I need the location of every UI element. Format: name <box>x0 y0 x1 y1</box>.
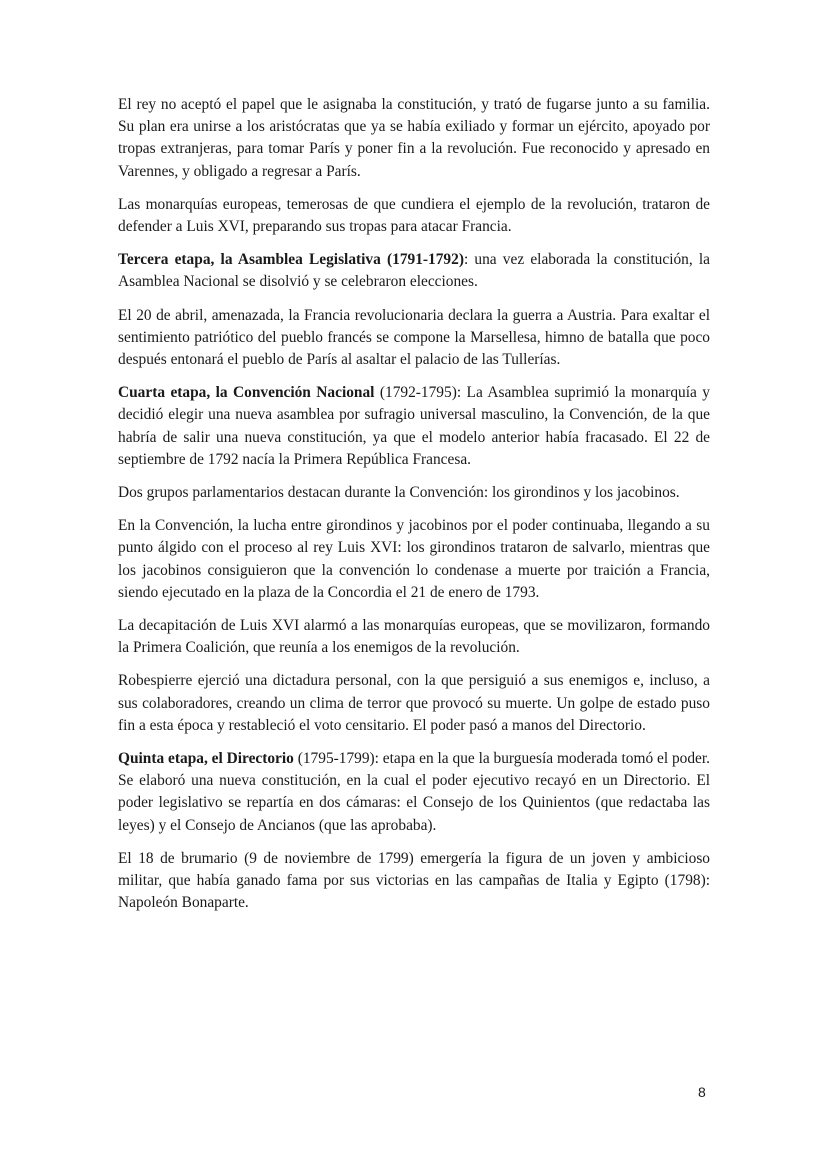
paragraph-varennes <box>118 94 710 183</box>
paragraph-text: En la Convención, la lucha entre girondinos y jacobinos por el poder continuaba, llegando a su punto álgido con el proceso al rey Luis XVI: los girondinos trataron de salvarlo, mientras que los jacobinos consiguieron que la convención lo condenase a muerte por traición a Francia, siendo ejecutado en la plaza de la Concordia el 21 de enero de 1793. <box>118 517 710 601</box>
paragraph-cuarta-etapa <box>118 382 710 471</box>
section-heading-cuarta-etapa: Cuarta etapa, la Convención Nacional <box>118 384 375 402</box>
paragraph-brumario <box>118 848 710 915</box>
paragraph-text: (1792-1795): La Asamblea suprimió la monarquía y decidió elegir una nueva asamblea por sufragio universal masculino, la Convención, de la que habría de salir una nueva constitución, ya que el modelo anterior había fracasado. El 22 de septiembre de 1792 nacía la Primera República Francesa. <box>118 384 710 468</box>
section-heading-tercera-etapa: Tercera etapa, la Asamblea Legislativa (1791-1792) <box>118 251 464 269</box>
paragraph-monarquias <box>118 194 710 238</box>
paragraph-lucha <box>118 515 710 604</box>
paragraph-text: La decapitación de Luis XVI alarmó a las monarquías europeas, que se movilizaron, formando la Primera Coalición, que reunía a los enemigos de la revolución. <box>118 617 710 657</box>
paragraph-quinta-etapa <box>118 748 710 837</box>
paragraph-robespierre <box>118 670 710 737</box>
paragraph-text: (1795-1799): etapa en la que la burguesía moderada tomó el poder. Se elaboró una nueva constitución, en la cual el poder ejecutivo recayó en un Directorio. El poder legislativo se repartía en dos cámaras: el Consejo de los Quinientos (que redactaba las leyes) y el Consejo de Ancianos (que las aprobaba). <box>118 750 711 834</box>
section-heading-quinta-etapa: Quinta etapa, el Directorio <box>118 750 294 768</box>
paragraph-text: : una vez elaborada la constitución, la Asamblea Nacional se disolvió y se celebraron elecciones. <box>118 251 710 291</box>
paragraph-text: Las monarquías europeas, temerosas de que cundiera el ejemplo de la revolución, trataron de defender a Luis XVI, preparando sus tropas para atacar Francia. <box>118 195 710 236</box>
paragraph-text: El 20 de abril, amenazada, la Francia revolucionaria declara la guerra a Austria. Para exaltar el sentimiento patriótico del pueblo francés se compone la Marsellesa, himno de batalla que poco después entonará el pueblo de París al asaltar el palacio de las Tullerías. <box>118 306 710 369</box>
paragraph-text: Dos grupos parlamentarios destacan durante la Convención: los girondinos y los jacobinos. <box>118 484 680 502</box>
paragraph-grupos <box>118 482 710 504</box>
paragraph-text: Robespierre ejerció una dictadura personal, con la que persiguió a sus enemigos e, incluso, a sus colaboradores, creando un clima de terror que provocó su muerte. Un golpe de estado puso fin a esta época y restableció el voto censitario. El poder pasó a manos del Directorio. <box>118 672 710 734</box>
paragraph-text: El 18 de brumario (9 de noviembre de 1799) emergería la figura de un joven y ambicioso militar, que había ganado fama por sus victorias en las campañas de Italia y Egipto (1798): Napoleón Bonaparte. <box>118 849 710 912</box>
paragraph-text: El rey no aceptó el papel que le asignaba la constitución, y trató de fugarse junto a su familia. Su plan era unirse a los aristócratas que ya se había exiliado y formar un ejército, apoyado por tropas extranjeras, para tomar París y poner fin a la revolución. Fue reconocido y apresado en Varennes, y obligado a regresar a París. <box>118 96 710 180</box>
paragraph-tercera-etapa <box>118 249 710 293</box>
paragraph-decapitacion <box>118 615 710 659</box>
paragraph-guerra-austria <box>118 305 710 372</box>
page-number: 8 <box>698 1084 706 1100</box>
document-body <box>118 94 710 926</box>
